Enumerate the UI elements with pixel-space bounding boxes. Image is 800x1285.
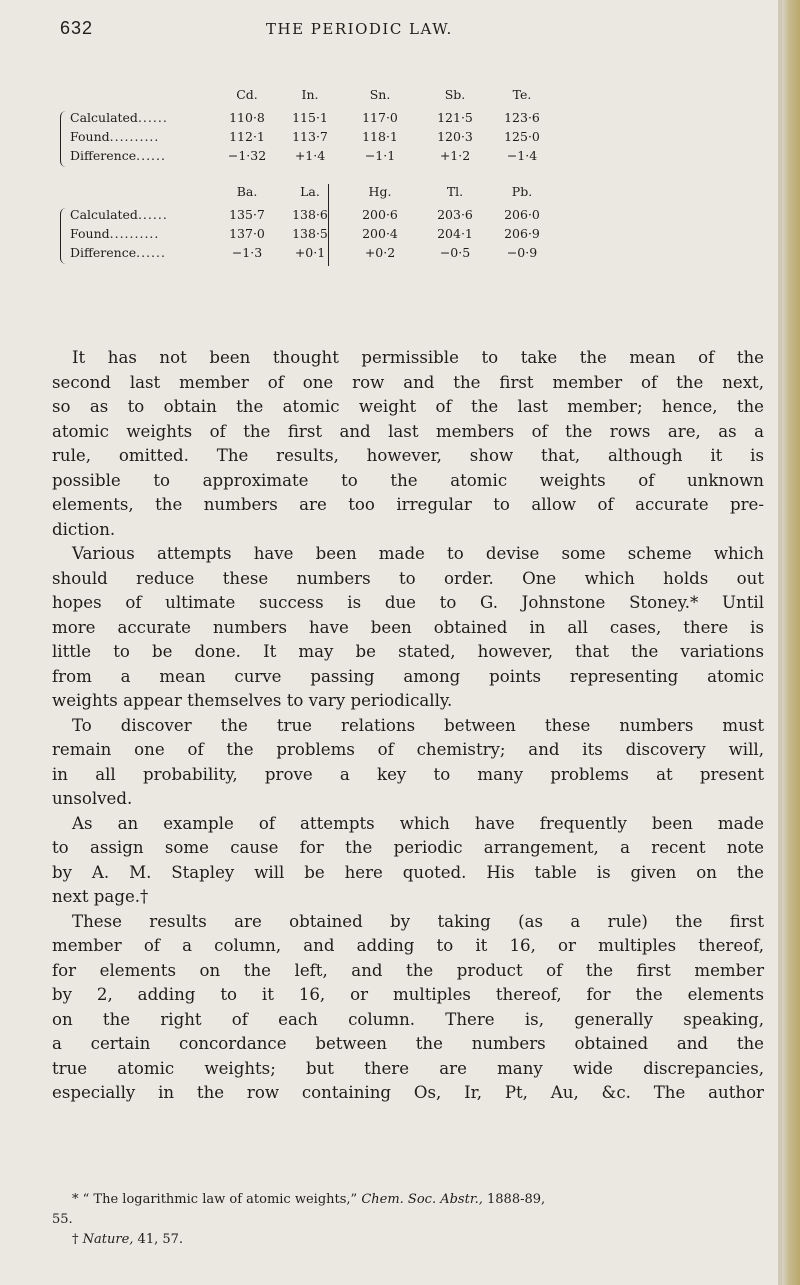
row-label: Calculated...... <box>70 207 168 222</box>
text-line: by A. M. Stapley will be here quoted. His table is given on the <box>52 862 764 882</box>
table-cell: 117·0 <box>362 110 398 125</box>
table-cell: 138·5 <box>292 226 328 241</box>
table-cell: −1·4 <box>506 148 538 163</box>
text-line: It has not been thought permissible to take the mean of the <box>72 348 764 367</box>
column-header: Ba. <box>236 184 258 199</box>
column-header: Pb. <box>511 184 533 199</box>
text-line: weights appear themselves to vary periodically. <box>52 691 453 710</box>
column-header: Hg. <box>368 184 392 199</box>
column-header: Sn. <box>369 87 391 102</box>
table-row <box>60 148 760 166</box>
column-header: La. <box>300 184 320 199</box>
text-line: Various attempts have been made to devise some scheme which <box>72 544 764 563</box>
running-title: THE PERIODIC LAW. <box>266 20 453 38</box>
table-row <box>60 129 760 147</box>
text-line: on the right of each column. There is, generally speaking, <box>52 1009 764 1029</box>
row-label: Difference...... <box>70 148 166 163</box>
table-header-row <box>60 87 760 105</box>
text-line: a certain concordance between the numbers obtained and the <box>52 1034 764 1053</box>
text-line: little to be done. It may be stated, however, that the variations <box>52 642 764 661</box>
text-line: possible to approximate to the atomic weights of unknown <box>52 470 764 490</box>
text-line: member of a column, and adding to it 16, or multiples thereof, <box>52 936 764 955</box>
text-line: unsolved. <box>52 789 133 808</box>
row-label: Found.......... <box>70 129 160 144</box>
text-line: second last member of one row and the first member of the next, <box>52 372 764 392</box>
text-line: to assign some cause for the periodic arrangement, a recent note <box>52 838 764 857</box>
row-label: Found.......... <box>70 226 160 241</box>
table-cell: 206·9 <box>504 226 540 241</box>
table-cell: 112·1 <box>229 129 265 144</box>
text-line: elements, the numbers are too irregular to allow of accurate pre- <box>52 495 764 514</box>
table-cell: −0·9 <box>506 245 538 260</box>
table-cell: +1·4 <box>294 148 326 163</box>
table-cell: +0·1 <box>294 245 326 260</box>
column-header: Te. <box>512 87 532 102</box>
table-cell: 118·1 <box>362 129 398 144</box>
body-text <box>52 346 764 1106</box>
table-cell: +1·2 <box>439 148 471 163</box>
running-header <box>60 18 780 42</box>
text-line: remain one of the problems of chemistry; and its discovery will, <box>52 740 764 759</box>
table-cell: −1·32 <box>227 148 267 163</box>
table-cell: 137·0 <box>229 226 265 241</box>
table-cell: −1·1 <box>364 148 396 163</box>
text-line: atomic weights of the first and last members of the rows are, as a <box>52 421 764 441</box>
row-label: Difference...... <box>70 245 166 260</box>
table-header-row <box>60 184 760 202</box>
table-row <box>60 226 760 244</box>
footnote-2: † Nature, 41, 57. <box>72 1232 184 1247</box>
page-edge <box>782 0 800 1285</box>
text-line: next page.† <box>52 887 149 906</box>
table-cell: 125·0 <box>504 129 540 144</box>
table-cell: 200·4 <box>362 226 398 241</box>
table-row <box>60 207 760 225</box>
text-line: diction. <box>52 519 116 539</box>
text-line: rule, omitted. The results, however, show that, although it is <box>52 446 764 465</box>
page-number: 632 <box>60 18 94 38</box>
table-cell: 135·7 <box>229 207 265 222</box>
text-line: These results are obtained by taking (as a rule) the first <box>72 911 764 931</box>
table-row <box>60 110 760 128</box>
text-line: more accurate numbers have been obtained in all cases, there is <box>52 617 764 637</box>
text-line: in all probability, prove a key to many problems at present <box>52 764 764 784</box>
text-line: As an example of attempts which have frequently been made <box>72 813 764 833</box>
column-header: In. <box>301 87 319 102</box>
table-cell: 120·3 <box>437 129 473 144</box>
row-label: Calculated...... <box>70 110 168 125</box>
column-header: Sb. <box>444 87 466 102</box>
table-cell: 203·6 <box>437 207 473 222</box>
table-row <box>60 245 760 263</box>
footnotes <box>52 1190 764 1250</box>
table-cell: 110·8 <box>229 110 265 125</box>
text-line: from a mean curve passing among points representing atomic <box>52 666 764 686</box>
text-line: for elements on the left, and the product of the first member <box>52 960 764 980</box>
column-header: Cd. <box>236 87 258 102</box>
table-cell: 206·0 <box>504 207 540 222</box>
text-line: To discover the true relations between these numbers must <box>72 715 764 735</box>
text-line: by 2, adding to it 16, or multiples thereof, for the elements <box>52 985 764 1004</box>
table-cell: −0·5 <box>439 245 471 260</box>
table-cell: 115·1 <box>292 110 328 125</box>
text-line: should reduce these numbers to order. One which holds out <box>52 568 764 588</box>
column-header: Tl. <box>446 184 464 199</box>
footnote-1-cont: 55. <box>52 1212 73 1227</box>
table-cell: 121·5 <box>437 110 473 125</box>
text-line: especially in the row containing Os, Ir, Pt, Au, &c. The author <box>52 1083 764 1102</box>
table-cell: 113·7 <box>292 129 328 144</box>
table-cell: 200·6 <box>362 207 398 222</box>
table-cell: +0·2 <box>364 245 396 260</box>
footnote-1: * “ The logarithmic law of atomic weights,” Chem. Soc. Abstr., 1888-89, <box>72 1192 546 1207</box>
table-cell: 138·6 <box>292 207 328 222</box>
text-line: hopes of ultimate success is due to G. Johnstone Stoney.* Until <box>52 593 764 612</box>
table-cell: 123·6 <box>504 110 540 125</box>
text-line: true atomic weights; but there are many wide discrepancies, <box>52 1058 764 1078</box>
text-line: so as to obtain the atomic weight of the last member; hence, the <box>52 397 764 416</box>
table-cell: −1·3 <box>231 245 263 260</box>
table-cell: 204·1 <box>437 226 473 241</box>
